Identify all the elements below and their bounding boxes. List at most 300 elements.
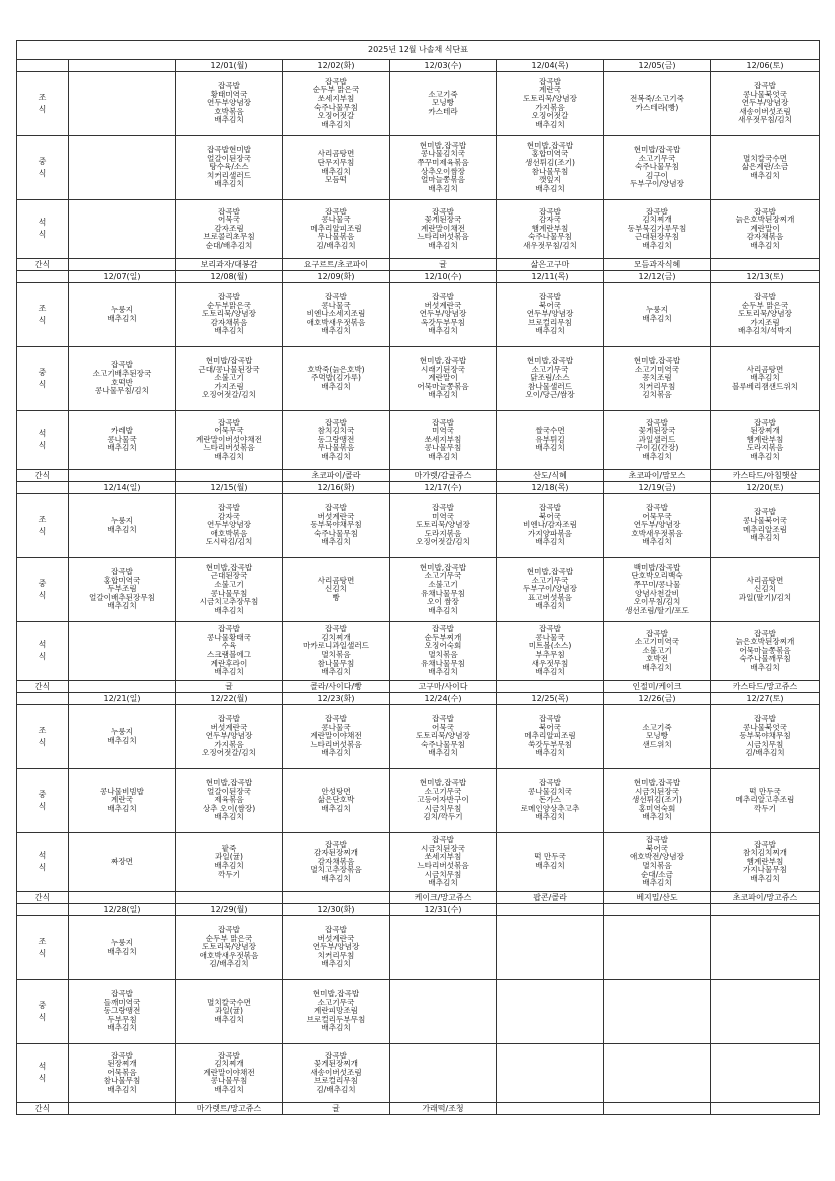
snack-cell	[69, 1103, 176, 1115]
menu-item: 도토리묵/양념장	[523, 93, 577, 103]
menu-item: 얼갈이배추된장무침	[88, 592, 156, 602]
menu-item: 동부묵야채무침	[310, 520, 362, 530]
menu-item: 동그랑땡전	[317, 434, 355, 444]
menu-item: 두부무침	[107, 1014, 137, 1024]
menu-item: 쏘세지부침	[424, 434, 462, 444]
date-cell: 12/21(일)	[69, 693, 176, 705]
lunch-cell	[283, 769, 390, 833]
menu-item: 잡곡밥	[645, 417, 668, 427]
menu-item: 배추김치	[535, 861, 565, 870]
menu-item: 누룽지	[110, 937, 133, 947]
menu-item: 배추김치	[535, 537, 565, 547]
menu-item: 현미밥,잡곡밥	[633, 356, 681, 366]
menu-item: 잡곡밥	[324, 624, 347, 634]
menu-item: 도시락김/김치	[205, 537, 253, 547]
snack-cell: 팝콘/콜라	[497, 892, 604, 904]
menu-item: 구이김(간장)	[635, 443, 679, 453]
snack-cell	[69, 892, 176, 904]
menu-item: 잡곡밥	[431, 835, 454, 845]
menu-item: 미역국	[431, 426, 454, 436]
menu-item: 카스테라	[428, 106, 458, 116]
menu-item: 소고기미역국	[634, 637, 679, 647]
snack-cell: 베지밀/산도	[604, 892, 711, 904]
date-cell: 12/24(수)	[390, 693, 497, 705]
breakfast-cell	[497, 283, 604, 347]
snack-cell: 삶은고구마	[497, 259, 604, 271]
menu-item: 잡곡밥	[324, 1050, 347, 1060]
menu-item: 배추김치	[214, 605, 244, 615]
menu-item: 늙은호박된장찌개	[735, 637, 795, 647]
menu-item: 얼갈이된장국	[206, 786, 251, 796]
menu-item: 배추김치/석박지	[738, 326, 792, 336]
label-char: 식	[38, 590, 47, 600]
breakfast-label	[17, 916, 69, 980]
menu-item: 잡곡밥	[431, 624, 454, 634]
lunch-cell	[604, 136, 711, 200]
menu-item: 순대/소금	[641, 869, 673, 879]
menu-item: 꽃게된장찌개	[313, 1059, 358, 1069]
menu-item: 잡곡밥	[753, 417, 776, 427]
menu-item: 순대/배추김치	[205, 240, 253, 250]
menu-item: 사리곰탕면	[746, 364, 784, 374]
lunch-cell	[283, 558, 390, 622]
menu-item: 잡곡밥	[217, 925, 240, 935]
menu-item: 느타리버섯볶음	[310, 739, 362, 749]
snack-cell: 초코파이/맘모스	[604, 470, 711, 482]
snack-cell: 카스타드/아침햇살	[711, 470, 820, 482]
menu-item: 배추김치	[535, 326, 565, 336]
menu-item: 잡곡밥	[645, 835, 668, 845]
menu-item: 가지조림	[214, 381, 244, 391]
menu-item: 동부묵야채무침	[739, 731, 791, 741]
meal-plan-table	[16, 40, 820, 1115]
menu-item: 잡곡밥	[110, 989, 133, 999]
menu-item: 배추김치	[107, 443, 137, 453]
dinner-cell	[283, 1044, 390, 1103]
menu-item: 잡곡밥	[538, 624, 561, 634]
menu-item: 김/배추김치	[745, 748, 785, 758]
menu-item: 배추김치	[107, 524, 137, 534]
menu-item: 도토리묵/양념장	[202, 942, 256, 952]
menu-item: 시금치된장국	[420, 843, 465, 853]
breakfast-cell	[390, 72, 497, 136]
snack-cell: 고구마/사이다	[390, 681, 497, 693]
breakfast-cell	[390, 705, 497, 769]
menu-item: 감자국	[217, 511, 240, 521]
label-char: 조	[38, 936, 47, 946]
menu-item: 연두부/양념장	[205, 731, 253, 741]
menu-item: 콩나물김치국	[527, 786, 572, 796]
menu-item: 콩나물북어국	[742, 515, 787, 525]
date-row	[17, 60, 820, 72]
date-cell	[69, 60, 176, 72]
breakfast-row	[17, 72, 820, 136]
menu-item: 잡곡밥	[324, 292, 347, 302]
lunch-label	[17, 980, 69, 1044]
menu-item: 잡곡밥	[538, 292, 561, 302]
menu-item: 빵	[332, 592, 340, 602]
breakfast-cell	[604, 72, 711, 136]
menu-item: 북어국	[538, 722, 561, 732]
menu-item: 닭조림/소스	[530, 373, 570, 383]
menu-item: 배추김치	[107, 313, 137, 323]
menu-item: 잡곡밥	[753, 714, 776, 724]
menu-item: 순두부 맑은국	[741, 300, 789, 310]
breakfast-cell	[283, 705, 390, 769]
menu-item: 도라지볶음	[746, 443, 784, 453]
menu-item: 어묵마늘쫑볶음	[417, 381, 469, 391]
menu-item: 새우젓무침	[531, 658, 569, 668]
menu-item: 잡곡밥	[217, 714, 240, 724]
menu-item: 애호박볶음	[210, 528, 248, 538]
menu-item: 배추김치	[321, 803, 351, 813]
date-cell: 12/22(월)	[176, 693, 283, 705]
lunch-cell	[711, 558, 820, 622]
menu-item: 배추김치	[107, 946, 137, 956]
lunch-cell	[390, 558, 497, 622]
dinner-row	[17, 411, 820, 470]
menu-item: 북어국	[538, 511, 561, 521]
menu-item: 순두부찌개	[424, 632, 462, 642]
menu-item: 잡곡밥	[431, 206, 454, 216]
menu-item: 전복죽/소고기죽	[630, 93, 684, 103]
menu-item: 김치찌개	[214, 1059, 244, 1069]
menu-item: 근대된장무침	[634, 232, 679, 242]
dinner-cell	[390, 833, 497, 892]
menu-item: 고등어자반구이	[417, 795, 469, 805]
lunch-label	[17, 136, 69, 200]
menu-item: 콩나물국	[107, 434, 137, 444]
menu-item: 수육	[221, 641, 237, 651]
dinner-row	[17, 200, 820, 259]
snack-cell	[69, 470, 176, 482]
menu-item: 어묵국	[431, 722, 454, 732]
menu-item: 참나물무침	[103, 1076, 141, 1086]
menu-item: 배추김치	[642, 812, 672, 822]
menu-item: 잡곡밥	[324, 925, 347, 935]
menu-item: 순두부 맑은국	[312, 85, 360, 95]
menu-item: 배추김치	[321, 667, 351, 677]
snack-label: 간식	[17, 892, 69, 904]
menu-item: 얼갈이된장국	[206, 153, 251, 163]
label-char: 조	[38, 92, 47, 102]
label-cell-empty	[17, 271, 69, 283]
menu-item: 김치찌개	[642, 215, 672, 225]
dinner-cell	[283, 411, 390, 470]
menu-item: 얼마늘쫑볶음	[420, 175, 465, 185]
menu-item: 배추김치	[428, 326, 458, 336]
menu-item: 잡곡밥	[217, 417, 240, 427]
dinner-row	[17, 622, 820, 681]
date-cell: 12/11(목)	[497, 271, 604, 283]
snack-label: 간식	[17, 470, 69, 482]
menu-item: 배추김치	[321, 451, 351, 461]
menu-item: 배추김치	[428, 748, 458, 758]
breakfast-cell	[176, 705, 283, 769]
label-char: 식	[38, 948, 47, 958]
date-cell: 12/18(목)	[497, 482, 604, 494]
menu-item: 콩나물비빔밥	[99, 786, 144, 796]
menu-item: 연두부/양념장	[741, 98, 789, 108]
menu-item: 감자채볶음	[210, 317, 248, 327]
menu-item: 브로콜리초무침	[203, 232, 255, 242]
menu-item: 현미밥,잡곡밥	[526, 140, 574, 150]
menu-item: 샌드위치	[642, 739, 672, 749]
menu-item: 두부구이/양념장	[523, 584, 577, 594]
date-cell: 12/05(금)	[604, 60, 711, 72]
menu-item: 멸치칼국수면	[742, 153, 787, 163]
label-char: 식	[38, 230, 47, 239]
menu-item: 콩나물북엇국	[742, 722, 787, 732]
dinner-cell	[176, 833, 283, 892]
menu-item: 잡곡밥	[431, 503, 454, 513]
breakfast-cell	[176, 283, 283, 347]
menu-item: 오징어젓갈	[317, 111, 355, 121]
menu-item: 잡곡밥	[217, 1050, 240, 1060]
menu-item: 현미밥/잡곡밥	[633, 145, 681, 155]
breakfast-cell	[69, 283, 176, 347]
menu-item: 오징어젓갈/김치	[416, 537, 470, 547]
date-cell: 12/28(일)	[69, 904, 176, 916]
breakfast-cell	[497, 916, 604, 980]
label-char: 중	[38, 367, 47, 377]
menu-item: 배추김치	[214, 451, 244, 461]
lunch-cell	[69, 347, 176, 411]
label-char: 식	[38, 526, 47, 536]
lunch-cell	[283, 347, 390, 411]
menu-item: 김치찌개	[321, 632, 351, 642]
menu-item: 배추김치	[428, 390, 458, 400]
menu-item: 콩나물국	[321, 300, 351, 310]
menu-item: 콩나물김치국	[420, 149, 465, 159]
menu-item: 순두부 맑은국	[205, 933, 253, 943]
menu-item: 배추김치	[750, 451, 780, 461]
menu-item: 가지볶음	[214, 739, 244, 749]
menu-item: 멸치볶음	[321, 650, 351, 659]
menu-item: 쏘세지부침	[424, 852, 462, 862]
snack-cell	[497, 1103, 604, 1115]
menu-item: 잡곡밥	[324, 76, 347, 86]
menu-item: 김/배추김치	[316, 240, 356, 250]
label-char: 조	[38, 725, 47, 735]
date-row	[17, 271, 820, 283]
menu-item: 잡곡밥	[431, 417, 454, 427]
lunch-row	[17, 769, 820, 833]
breakfast-cell	[283, 72, 390, 136]
snack-cell: 초코파이/망고쥬스	[711, 892, 820, 904]
menu-item: 생선튀김(조기)	[525, 157, 575, 167]
menu-item: 팥죽	[221, 843, 237, 853]
menu-item: 새송이버섯조림	[739, 106, 791, 116]
menu-item: 표고버섯볶음	[527, 592, 572, 602]
menu-item: 시금치무침	[424, 869, 462, 879]
menu-item: 안성탕면	[321, 786, 351, 796]
menu-item: 사리곰탕면	[746, 575, 784, 585]
dinner-row	[17, 833, 820, 892]
menu-item: 호박볶음	[214, 106, 244, 116]
menu-item: 소고기죽	[642, 722, 672, 732]
menu-item: 숙주나물무침	[634, 162, 679, 172]
snack-cell: 콜라/사이다/빵	[283, 681, 390, 693]
breakfast-cell	[711, 283, 820, 347]
snack-cell	[176, 892, 283, 904]
menu-item: 도토리묵/양념장	[416, 731, 470, 741]
menu-item: 잡곡밥	[324, 839, 347, 849]
menu-item: 숙주나물무침	[527, 232, 572, 242]
lunch-cell	[711, 347, 820, 411]
menu-item: 메추리알조림	[742, 524, 787, 534]
menu-item: 배추김치	[214, 179, 244, 189]
menu-item: 콩나물무침	[424, 443, 462, 453]
lunch-cell	[176, 558, 283, 622]
menu-item: 시금치고추장무침	[199, 597, 259, 607]
snack-cell	[497, 681, 604, 693]
menu-item: 배추김치	[750, 533, 780, 543]
menu-item: 현미밥,잡곡밥	[419, 562, 467, 572]
menu-item: 멸치볶음	[642, 861, 672, 870]
snack-cell: 초코파이/콜라	[283, 470, 390, 482]
menu-item: 참치김치국	[317, 426, 355, 436]
menu-item: 연두부/양념장	[312, 942, 360, 952]
menu-item: 버섯계란국	[424, 300, 462, 310]
menu-item: 블루베리잼샌드위치	[731, 381, 799, 391]
menu-item: 소고기무국	[531, 575, 569, 585]
menu-item: 된장찌개	[750, 426, 780, 436]
menu-item: 누룽지	[645, 304, 668, 314]
menu-item: 잡곡밥	[110, 567, 133, 577]
label-char: 식	[38, 379, 47, 389]
menu-item: 연두부양념장	[206, 520, 251, 530]
lunch-cell	[176, 980, 283, 1044]
dinner-cell	[711, 200, 820, 259]
menu-item: 잡곡밥	[431, 292, 454, 302]
menu-item: 배추김치	[107, 1023, 137, 1033]
menu-item: 오이/당근/쌈장	[525, 390, 575, 400]
menu-item: 잡곡밥	[324, 206, 347, 216]
menu-item: 근대/콩나물된장국	[198, 364, 260, 374]
menu-item: 배추김치	[214, 115, 244, 125]
breakfast-cell	[711, 705, 820, 769]
date-cell: 12/19(금)	[604, 482, 711, 494]
dinner-label	[17, 200, 69, 259]
menu-item: 배추김치	[214, 667, 244, 677]
date-cell: 12/23(화)	[283, 693, 390, 705]
menu-item: 오이 쌈장	[427, 597, 459, 607]
menu-item: 햄계란부침	[746, 434, 784, 444]
menu-item: 가지조림	[750, 317, 780, 327]
snack-cell	[69, 681, 176, 693]
snack-cell: 귤	[176, 681, 283, 693]
menu-item: 도토리묵/양념장	[416, 520, 470, 530]
menu-item: 배추김치	[214, 1084, 244, 1094]
menu-item: 깍두기	[217, 869, 240, 879]
menu-item: 잡곡밥	[753, 81, 776, 91]
menu-item: 배추김치	[321, 959, 351, 969]
breakfast-cell	[390, 283, 497, 347]
menu-item: 돈가스	[538, 795, 561, 805]
menu-item: 현미밥,잡곡밥	[419, 356, 467, 366]
menu-item: 양념사천갈비	[634, 588, 679, 598]
menu-item: 배추김치	[428, 240, 458, 250]
menu-item: 느타리버섯볶음	[417, 861, 469, 870]
menu-item: 배추김치	[642, 537, 672, 547]
menu-item: 꽁치조림	[642, 373, 672, 383]
menu-item: 사리곰탕면	[317, 575, 355, 585]
dinner-label	[17, 1044, 69, 1103]
menu-item: 느타리버섯볶음	[203, 443, 255, 453]
menu-item: 배추김치	[642, 240, 672, 250]
breakfast-cell	[69, 916, 176, 980]
snack-row	[17, 681, 820, 693]
menu-item: 소불고기	[214, 579, 244, 589]
breakfast-row	[17, 283, 820, 347]
breakfast-cell	[69, 705, 176, 769]
menu-item: 잡곡밥현미밥	[206, 145, 251, 155]
snack-cell: 케이크/망고쥬스	[390, 892, 497, 904]
dinner-cell	[711, 622, 820, 681]
menu-item: 시금치된장국	[634, 786, 679, 796]
menu-item: 버섯계란국	[317, 511, 355, 521]
menu-item: 두부구이/양념장	[630, 179, 684, 189]
breakfast-cell	[176, 916, 283, 980]
lunch-cell	[69, 136, 176, 200]
dinner-cell	[283, 622, 390, 681]
menu-item: 브로컬리무침	[313, 1076, 358, 1086]
label-char: 식	[38, 315, 47, 325]
menu-item: 비엔나소세지조림	[306, 309, 366, 319]
menu-item: 무나물볶음	[317, 232, 355, 242]
menu-item: 삶은계란/소금	[741, 162, 789, 172]
menu-item: 메추리알피조림	[524, 731, 576, 741]
menu-item: 계란말이야채전	[203, 1067, 255, 1077]
menu-item: 연두부/양념장	[633, 520, 681, 530]
menu-item: 계란후라이	[210, 658, 248, 668]
breakfast-label	[17, 283, 69, 347]
menu-item: 소불고기	[642, 645, 672, 655]
menu-item: 계란말이버섯야채전	[195, 434, 263, 444]
date-cell: 12/09(화)	[283, 271, 390, 283]
menu-item: 황태미역국	[210, 89, 248, 99]
breakfast-cell	[497, 705, 604, 769]
menu-item: 메추리알고추조림	[735, 795, 795, 805]
menu-item: 잡곡밥	[110, 1050, 133, 1060]
menu-item: 배추김치	[428, 451, 458, 461]
lunch-row	[17, 558, 820, 622]
menu-item: 로메인양상추고추	[520, 803, 580, 813]
menu-item: 참나물무침	[317, 658, 355, 668]
snack-label: 간식	[17, 681, 69, 693]
label-char: 중	[38, 1000, 47, 1010]
menu-item: 오징어젓갈/김치	[202, 390, 256, 400]
menu-item: 잡곡밥	[645, 503, 668, 513]
date-cell: 12/26(금)	[604, 693, 711, 705]
menu-item: 새우젓무침/김치	[738, 115, 792, 125]
snack-cell: 마가렛트/망고쥬스	[176, 1103, 283, 1115]
dinner-cell	[604, 411, 711, 470]
breakfast-row	[17, 494, 820, 558]
breakfast-label	[17, 705, 69, 769]
menu-item: 모닝빵	[431, 98, 454, 108]
menu-item: 카스테라(빵)	[635, 102, 679, 112]
lunch-cell	[390, 980, 497, 1044]
label-cell-empty	[17, 904, 69, 916]
menu-item: 근대된장국	[210, 571, 248, 581]
menu-item: 마카로니과일샐러드	[302, 641, 370, 651]
date-cell: 12/03(수)	[390, 60, 497, 72]
label-char: 식	[38, 652, 47, 661]
date-cell: 12/01(월)	[176, 60, 283, 72]
menu-item: 소고기무국	[424, 786, 462, 796]
